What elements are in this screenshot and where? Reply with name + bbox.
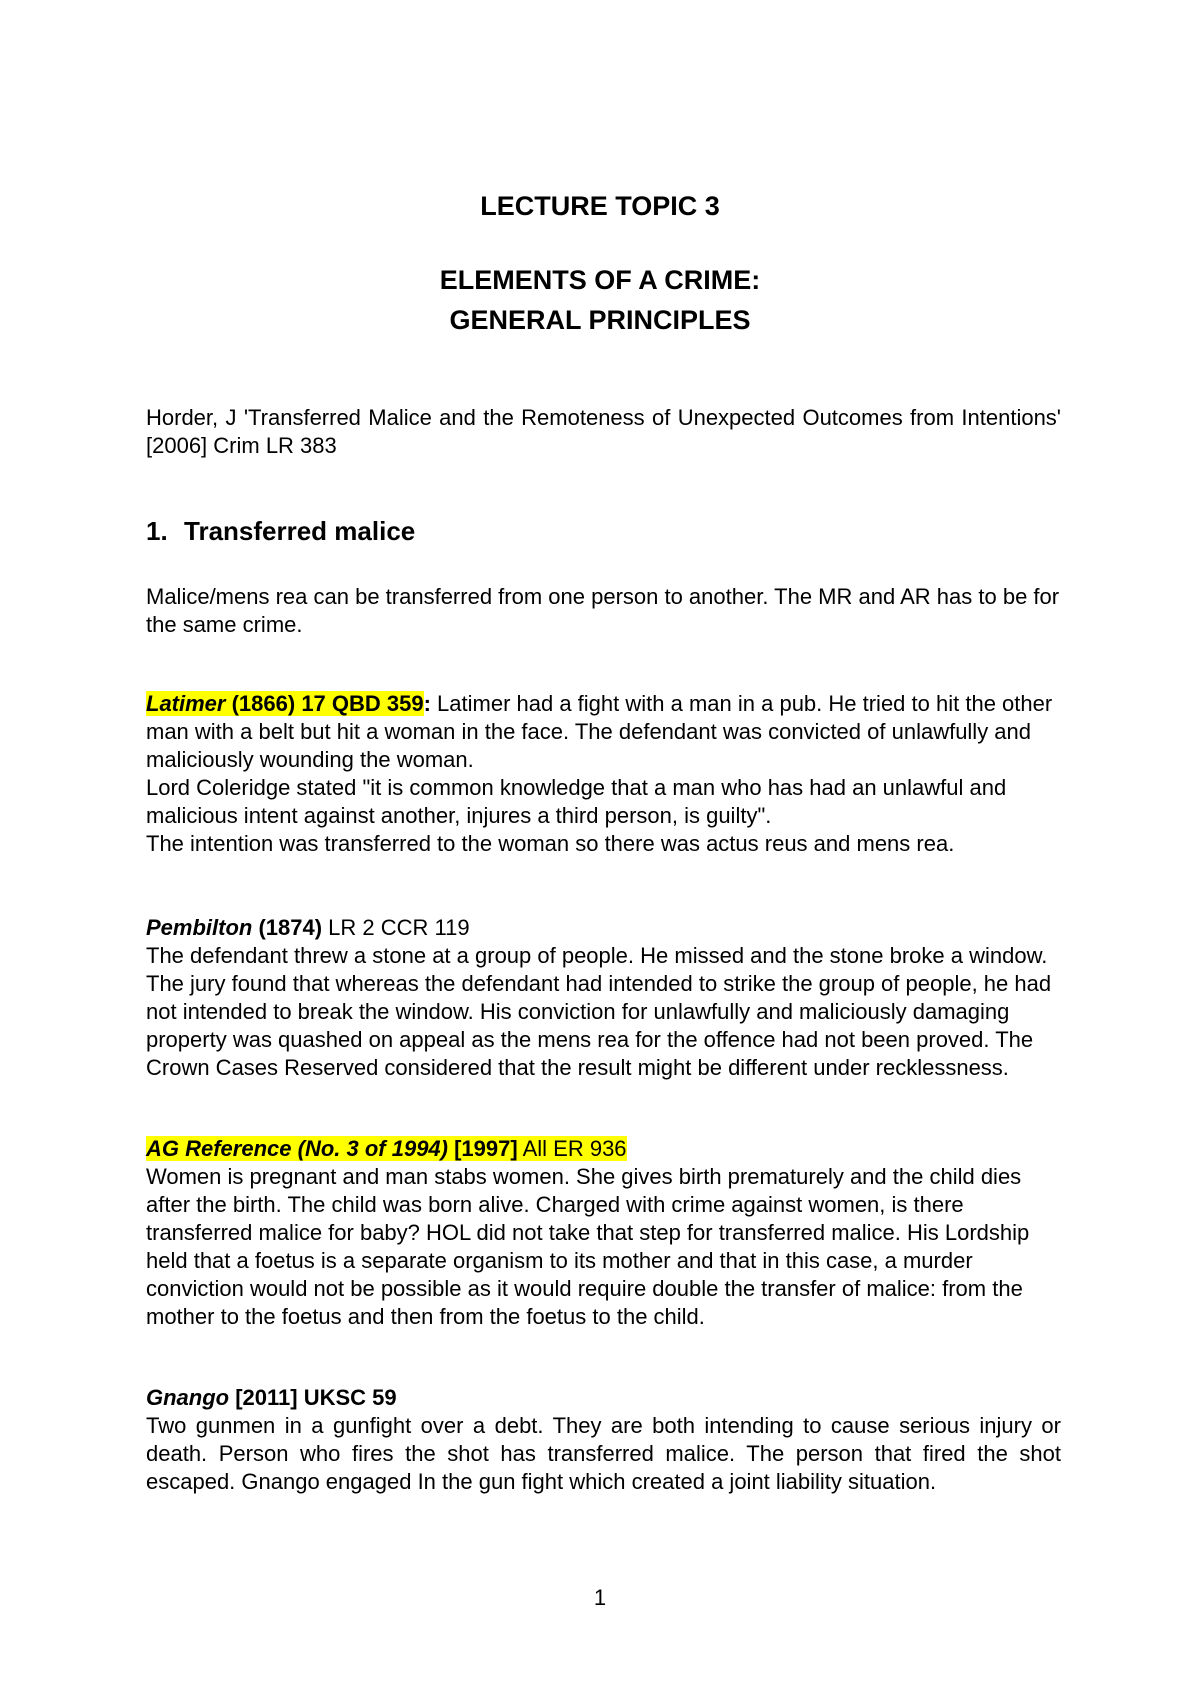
case-name: Gnango — [146, 1385, 230, 1410]
case-citation: [2011] UKSC 59 — [229, 1385, 397, 1410]
case-citation: All ER 936 — [517, 1136, 627, 1161]
case-ag-reference-facts: Women is pregnant and man stabs women. She gives birth prematurely and the child dies after the birth. The child was born alive. Charged with crime against women, is there transferred malice for baby? HOL did not take that step for transferred malice. His Lordship held that a foetus is a separate organism to its mother and that in this case, a murder conviction would not be possible as it would require double the transfer of malice: from the mother to the foetus and then from the foetus to the child. — [146, 1164, 1030, 1329]
case-citation: LR 2 CCR 119 — [322, 915, 470, 940]
case-ag-reference-citation — [146, 1135, 1061, 1163]
page-number: 1 — [593, 1585, 607, 1610]
case-gnango-facts: Two gunmen in a gunfight over a debt. They are both intending to cause serious injury or death. Person who fires the shot has transferred malice. The person that fired the shot escaped. Gnango engaged In the gun fight which created a joint liability situation. — [146, 1413, 1061, 1494]
case-facts: Latimer had a fight with a man in a pub. He tried to hit the other man with a belt but hit a woman in the face. The defendant was convicted of unlawfully and maliciously wounding the woman. — [146, 691, 1053, 772]
case-gnango — [146, 1384, 1061, 1496]
case-pembilton-facts: The defendant threw a stone at a group of people. He missed and the stone broke a window. The jury found that whereas the defendant had intended to strike the group of people, he had not intended to break the window. His conviction for unlawfully and maliciously damaging property was quashed on appeal as the mens rea for the offence had not been proved. The Crown Cases Reserved considered that the result might be different under recklessness. — [146, 943, 1052, 1080]
case-latimer-summary — [146, 690, 1061, 774]
document-title-line2: GENERAL PRINCIPLES — [449, 305, 751, 335]
case-year: [1997] — [447, 1136, 518, 1161]
lecture-topic-heading: LECTURE TOPIC 3 — [480, 191, 720, 221]
case-latimer — [146, 690, 1061, 858]
case-ag-reference-highlight — [146, 1136, 627, 1161]
section-number: 1. — [146, 516, 168, 546]
case-year: (1874) — [252, 915, 323, 940]
reading-reference: Horder, J 'Transferred Malice and the Remoteness of Unexpected Outcomes from Intentions' [2006] Crim LR 383 — [146, 405, 1061, 458]
case-pembilton — [146, 914, 1061, 1082]
case-latimer-citation — [146, 691, 424, 716]
case-gnango-citation — [146, 1384, 1061, 1412]
case-latimer-quote: Lord Coleridge stated "it is common knowledge that a man who has had an unlawful and malicious intent against another, injures a third person, is guilty". — [146, 775, 1007, 828]
case-latimer-conclusion: The intention was transferred to the woman so there was actus reus and mens rea. — [146, 831, 955, 856]
case-name: AG Reference (No. 3 of 1994) — [146, 1136, 448, 1161]
case-name: Latimer — [146, 691, 226, 716]
case-ag-reference — [146, 1135, 1061, 1331]
section-heading-transferred-malice — [146, 515, 415, 547]
case-citation: (1866) 17 QBD 359 — [231, 691, 424, 716]
citation-colon: : — [423, 691, 431, 716]
case-pembilton-citation — [146, 914, 1061, 942]
section-title: Transferred malice — [184, 516, 416, 546]
case-name: Pembilton — [146, 915, 253, 940]
section-intro: Malice/mens rea can be transferred from one person to another. The MR and AR has to be for the same crime. — [146, 584, 1060, 637]
document-title-line1: ELEMENTS OF A CRIME: — [439, 265, 761, 295]
